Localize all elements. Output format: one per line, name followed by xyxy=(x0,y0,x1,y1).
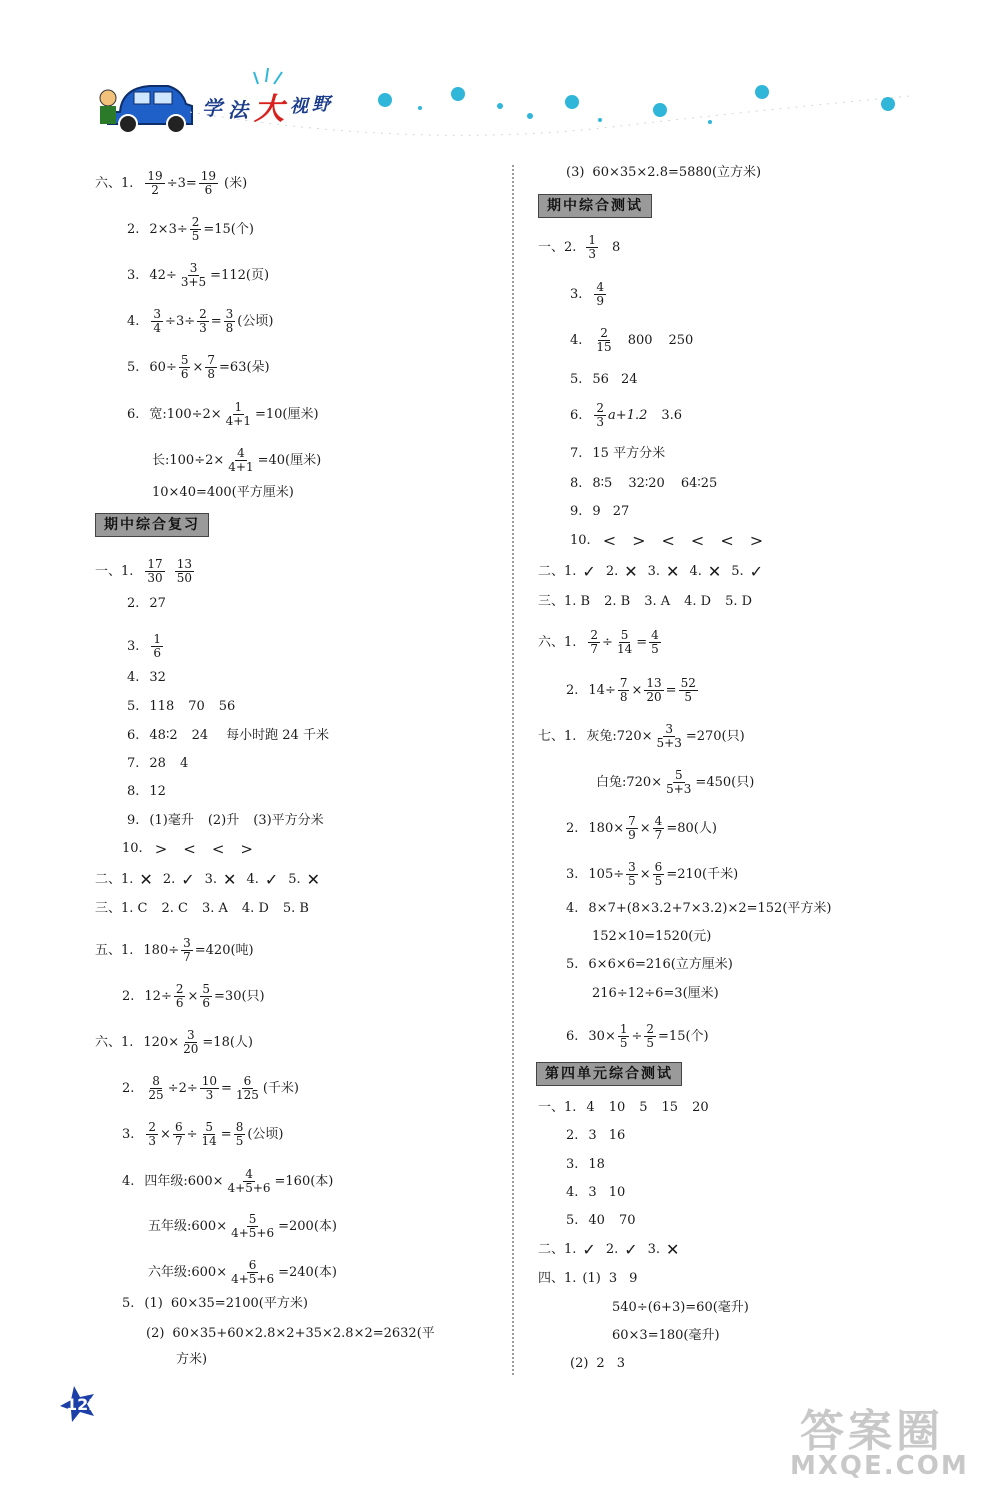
answer-line: 3. $\frac{4}{9}$ xyxy=(570,280,605,308)
answer-line: 六、1. $\frac{2}{7}$ ÷ $\frac{5}{14}$ = $\frac{4}{5}$ xyxy=(538,628,659,656)
answer-line: 4. 四年级:600× $\frac{4}{4+5+6}$ =160(本) xyxy=(122,1167,334,1195)
answer-line: 六、1. $\frac{19}{2}$ ÷3= $\frac{19}{6}$ (米) xyxy=(95,169,248,197)
answer-line: 白兔:720× $\frac{5}{5+3}$ =450(只) xyxy=(596,768,755,796)
fraction: $\frac{2}{5}$ xyxy=(646,1022,655,1050)
fraction: $\frac{5}{6}$ xyxy=(202,982,211,1010)
answer-line: 一、1. 4 10 5 15 20 xyxy=(538,1100,709,1115)
answer-line: 3. 105÷ $\frac{3}{5}$ × $\frac{6}{5}$ =210(千米) xyxy=(566,860,739,888)
answer-line: 3. 42÷ $\frac{3}{3+5}$ =112(页) xyxy=(127,261,270,289)
cross-mark: ✕ xyxy=(666,1240,680,1259)
fraction: $\frac{52}{5}$ xyxy=(680,676,696,704)
page-number: 122 xyxy=(66,1395,100,1414)
fraction: $\frac{19}{2}$ xyxy=(147,169,163,197)
answer-line: 4. 8×7+(8×3.2+7×3.2)×2=152(平方米) xyxy=(566,901,832,916)
fraction: $\frac{2}{3}$ xyxy=(148,1120,157,1148)
answer-line: 216÷12÷6=3(厘米) xyxy=(592,986,719,1001)
fraction: $\frac{5}{14}$ xyxy=(201,1120,217,1148)
watermark-url: MXQE.COM xyxy=(790,1451,969,1481)
cross-mark: ✕ xyxy=(624,562,638,581)
fraction: $\frac{4}{4+1}$ xyxy=(228,446,254,474)
answer-line: 二、1. ✓ 2. ✓ 3. ✕ xyxy=(538,1240,680,1259)
fraction: $\frac{1}{6}$ xyxy=(153,632,162,660)
answer-line: 长:100÷2× $\frac{4}{4+1}$ =40(厘米) xyxy=(152,446,322,474)
fraction: $\frac{13}{50}$ xyxy=(176,557,192,585)
fraction: $\frac{2}{7}$ xyxy=(590,628,599,656)
answer-line: 10. > < < > xyxy=(122,840,253,858)
fraction: $\frac{6}{125}$ xyxy=(235,1074,259,1102)
fraction: $\frac{6}{7}$ xyxy=(174,1120,183,1148)
answer-line: 7. 28 4 xyxy=(127,756,189,771)
answer-line: 六年级:600× $\frac{6}{4+5+6}$ =240(本) xyxy=(148,1258,337,1286)
fraction: $\frac{8}{25}$ xyxy=(148,1074,164,1102)
answer-line: 六、1. 120× $\frac{3}{20}$ =18(人) xyxy=(95,1028,253,1056)
answer-line: 2. 180× $\frac{7}{9}$ × $\frac{4}{7}$ =80(人) xyxy=(566,814,717,842)
check-mark: ✓ xyxy=(624,1240,638,1259)
answer-line: 2. 2×3÷ $\frac{2}{5}$ =15(个) xyxy=(127,215,254,243)
answer-line: 5. 56 24 xyxy=(570,372,638,387)
answer-line: 7. 15 平方分米 xyxy=(570,446,666,461)
cross-mark: ✕ xyxy=(139,870,153,889)
answer-line: 3. 18 xyxy=(566,1157,605,1172)
item-label: 六、1. xyxy=(95,175,134,191)
fraction: $\frac{3}{3+5}$ xyxy=(180,261,207,289)
check-mark: ✓ xyxy=(582,562,596,581)
answer-line: 4. $\frac{3}{4}$ ÷3÷ $\frac{2}{3}$ = $\frac{3}{8}$ (公顷) xyxy=(127,307,274,335)
answer-line: 三、1. B 2. B 3. A 4. D 5. D xyxy=(538,594,753,609)
answer-line: 2. 27 xyxy=(127,596,166,611)
answer-line: 方米) xyxy=(176,1352,208,1367)
answer-line: 152×10=1520(元) xyxy=(592,929,712,944)
page-header xyxy=(0,0,1000,150)
fraction: $\frac{2}{5}$ xyxy=(191,215,200,243)
fraction: $\frac{1}{4+1}$ xyxy=(225,400,251,428)
answer-line: 5. 118 70 56 xyxy=(127,699,236,714)
answer-line: 5. 40 70 xyxy=(566,1213,636,1228)
section-heading-mid-review: 期中综合复习 xyxy=(95,513,209,537)
rays-icon xyxy=(254,68,282,84)
answer-line: 9. (1)毫升 (2)升 (3)平方分米 xyxy=(127,813,324,828)
section-heading-mid-test: 期中综合测试 xyxy=(538,194,652,218)
check-mark: ✓ xyxy=(181,870,195,889)
logo-char-1: 学 xyxy=(202,96,222,120)
answer-line: 540÷(6+3)=60(毫升) xyxy=(612,1300,749,1315)
fraction: $\frac{4}{4+5+6}$ xyxy=(227,1167,271,1195)
fraction: $\frac{1}{3}$ xyxy=(588,233,597,261)
answer-line: 5. 6×6×6=216(立方厘米) xyxy=(566,957,733,972)
answer-line: (2) 2 3 xyxy=(570,1356,625,1371)
answer-line: 5. (1) 60×35=2100(平方米) xyxy=(122,1296,308,1311)
fraction: $\frac{10}{3}$ xyxy=(201,1074,218,1102)
fraction: $\frac{17}{30}$ xyxy=(147,557,163,585)
fraction: $\frac{1}{5}$ xyxy=(619,1022,628,1050)
cross-mark: ✕ xyxy=(666,562,680,581)
fraction: $\frac{5}{5+3}$ xyxy=(666,768,692,796)
fraction: $\frac{5}{14}$ xyxy=(616,628,633,656)
fraction: $\frac{4}{9}$ xyxy=(596,280,605,308)
answer-line: 4. 32 xyxy=(127,670,166,685)
answer-line: 4. $\frac{2}{15}$ 800 250 xyxy=(570,326,694,354)
fraction: $\frac{4}{7}$ xyxy=(654,814,663,842)
logo-char-5: 野 xyxy=(312,94,330,115)
cross-mark: ✕ xyxy=(707,562,722,581)
answer-line: 6. $\frac{2}{3}$ a+1.2 3.6 xyxy=(570,401,683,429)
cross-mark: ✕ xyxy=(306,870,321,889)
answer-line: 四、1. (1) 3 9 xyxy=(538,1271,638,1286)
fraction: $\frac{6}{4+5+6}$ xyxy=(231,1258,275,1286)
check-mark: ✓ xyxy=(582,1240,596,1259)
answer-line: 2. 3 16 xyxy=(566,1128,626,1143)
page-number-badge xyxy=(60,1386,110,1422)
fraction: $\frac{2}{15}$ xyxy=(596,326,612,354)
answer-line: 五、1. 180÷ $\frac{3}{7}$ =420(吨) xyxy=(95,936,254,964)
answer-line: 5. 60÷ $\frac{5}{6}$ × $\frac{7}{8}$ =63(朵) xyxy=(127,353,270,381)
fraction: $\frac{6}{5}$ xyxy=(654,860,663,888)
answer-line: 9. 9 27 xyxy=(570,504,630,519)
fraction: $\frac{2}{3}$ xyxy=(199,307,207,335)
fraction: $\frac{2}{6}$ xyxy=(175,982,184,1010)
answer-line: 二、1. ✓ 2. ✕ 3. ✕ 4. ✕ 5. ✓ xyxy=(538,562,764,581)
answer-line: 6. 30× $\frac{1}{5}$ ÷ $\frac{2}{5}$ =15(个) xyxy=(566,1022,709,1050)
answer-line: 3. $\frac{1}{6}$ xyxy=(127,632,162,660)
answer-line: 二、1. ✕ 2. ✓ 3. ✕ 4. ✓ 5. ✕ xyxy=(95,870,321,889)
answer-line: 一、2. $\frac{1}{3}$ 8 xyxy=(538,233,621,261)
watermark-title: 答案圈 xyxy=(800,1406,944,1457)
fraction: $\frac{5}{6}$ xyxy=(180,353,189,381)
fraction: $\frac{7}{8}$ xyxy=(207,353,216,381)
answer-line: 10×40=400(平方厘米) xyxy=(152,485,294,500)
answer-line: 2. $\frac{8}{25}$ ÷2÷ $\frac{10}{3}$ = $\frac{6}{125}$ (千米) xyxy=(122,1074,299,1102)
answer-line: 8. 8∶5 32∶20 64∶25 xyxy=(570,476,718,491)
sparkle-decorations xyxy=(378,85,895,124)
column-divider xyxy=(512,165,514,1375)
answer-line: 2. 14÷ $\frac{7}{8}$ × $\frac{13}{20}$ = $\frac{52}{5}$ xyxy=(566,676,696,704)
answer-line: 6. 48∶2 24 每小时跑 24 千米 xyxy=(127,728,329,743)
fraction: $\frac{8}{5}$ xyxy=(235,1120,244,1148)
fraction: $\frac{5}{4+5+6}$ xyxy=(231,1212,275,1240)
answer-line: (2) 60×35+60×2.8×2+35×2.8×2=2632(平 xyxy=(146,1326,435,1341)
fraction: $\frac{4}{5}$ xyxy=(651,628,659,656)
answer-line: 3. $\frac{2}{3}$ × $\frac{6}{7}$ ÷ $\frac{5}{14}$ = $\frac{8}{5}$ (公顷) xyxy=(122,1120,284,1148)
answer-line: 七、1. 灰兔:720× $\frac{3}{5+3}$ =270(只) xyxy=(538,722,745,750)
check-mark: ✓ xyxy=(264,870,279,889)
car-icon xyxy=(100,86,192,133)
fraction: $\frac{2}{3}$ xyxy=(596,401,605,429)
answer-line: 2. 12÷ $\frac{2}{6}$ × $\frac{5}{6}$ =30(只) xyxy=(122,982,265,1010)
watermark xyxy=(760,1395,990,1485)
answer-line: 8. 12 xyxy=(127,784,166,799)
answer-line: 4. 3 10 xyxy=(566,1185,626,1200)
fraction: $\frac{7}{8}$ xyxy=(619,676,628,704)
cross-mark: ✕ xyxy=(223,870,237,889)
fraction: $\frac{3}{4}$ xyxy=(153,307,162,335)
fraction: $\frac{3}{5}$ xyxy=(628,860,636,888)
fraction: $\frac{7}{9}$ xyxy=(628,814,636,842)
fraction: $\frac{3}{5+3}$ xyxy=(656,722,682,750)
fraction: $\frac{3}{7}$ xyxy=(183,936,191,964)
answer-line: 五年级:600× $\frac{5}{4+5+6}$ =200(本) xyxy=(148,1212,337,1240)
answer-line: 10. < > < < < > xyxy=(570,531,764,550)
logo-char-3: 大 xyxy=(254,92,284,127)
fraction: $\frac{13}{20}$ xyxy=(646,676,662,704)
fraction: $\frac{3}{8}$ xyxy=(225,307,234,335)
logo-char-4: 视 xyxy=(290,96,308,117)
fraction: $\frac{3}{20}$ xyxy=(183,1028,199,1056)
answer-line: (3) 60×35×2.8=5880(立方米) xyxy=(566,165,762,180)
fraction: $\frac{19}{6}$ xyxy=(200,169,217,197)
answer-line: 60×3=180(毫升) xyxy=(612,1328,720,1343)
check-mark: ✓ xyxy=(749,562,764,581)
answer-line: 一、1. $\frac{17}{30}$ $\frac{13}{50}$ xyxy=(95,557,192,585)
header-decoration xyxy=(0,0,1000,150)
section-heading-unit4-test: 第四单元综合测试 xyxy=(536,1062,682,1086)
answer-line: 三、1. C 2. C 3. A 4. D 5. B xyxy=(95,901,309,916)
logo-char-2: 法 xyxy=(228,98,248,122)
answer-line: 6. 宽:100÷2× $\frac{1}{4+1}$ =10(厘米) xyxy=(127,400,319,428)
